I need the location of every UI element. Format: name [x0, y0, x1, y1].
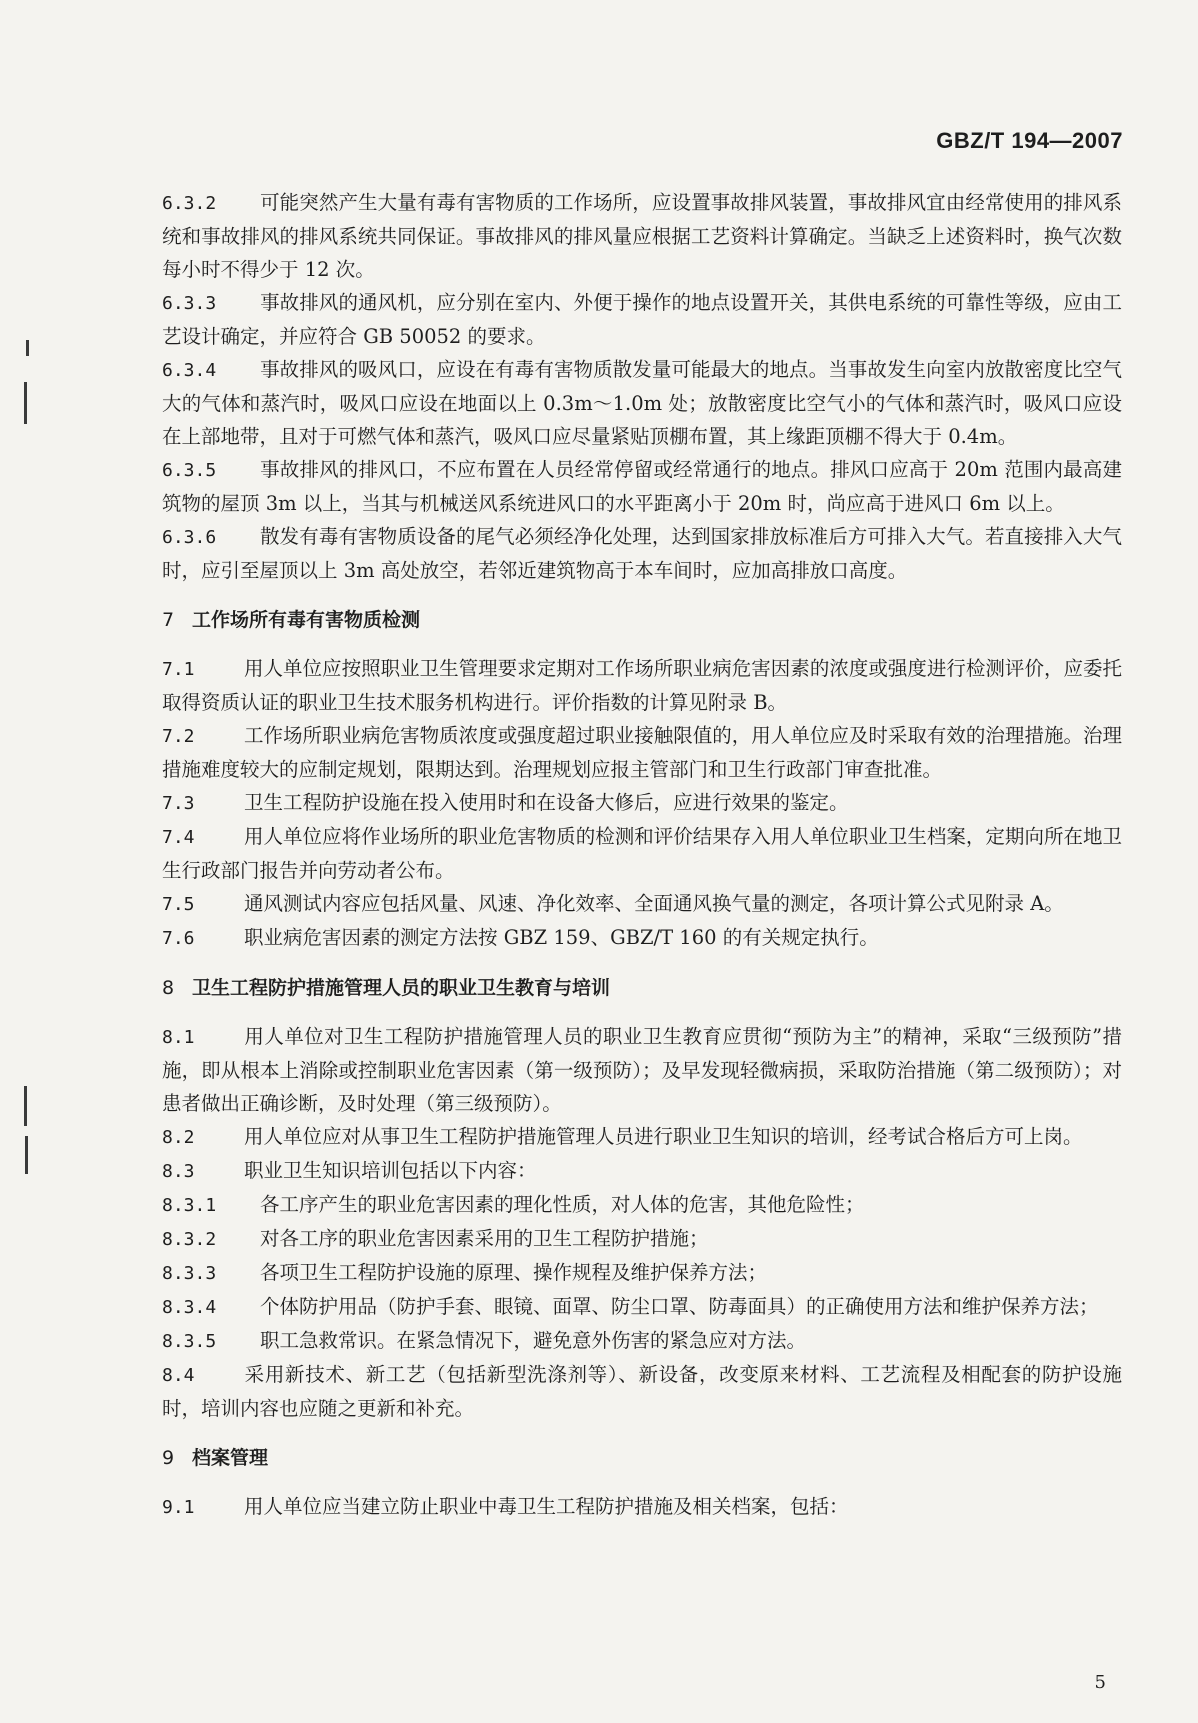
- clause-number: 6.3.2: [162, 193, 217, 214]
- clause-text: 用人单位应将作业场所的职业危害物质的检测和评价结果存入用人单位职业卫生档案，定期向所在地卫生行政部门报告并向劳动者公布。: [162, 825, 1122, 882]
- clause-text: 事故排风的通风机，应分别在室内、外便于操作的地点设置开关，其供电系统的可靠性等级，应由工艺设计确定，并应符合 GB 50052 的要求。: [162, 291, 1122, 348]
- binding-mark: [25, 1136, 28, 1174]
- clause-text: 散发有毒有害物质设备的尾气必须经净化处理，达到国家排放标准后方可排入大气。若直接排入大气时，应引至屋顶以上 3m 高处放空，若邻近建筑物高于本车间时，应加高排放口高度。: [162, 525, 1122, 582]
- clause-text: 各项卫生工程防护设施的原理、操作规程及维护保养方法；: [260, 1261, 768, 1284]
- clause-number: 8.3.3: [162, 1263, 217, 1284]
- clause-number: 7.4: [162, 827, 195, 848]
- clause-number: 8.3.4: [162, 1297, 217, 1318]
- clause-8-3-2: [162, 1222, 1122, 1256]
- clause-7-1: [162, 652, 1122, 719]
- clause-text: 通风测试内容应包括风量、风速、净化效率、全面通风换气量的测定，各项计算公式见附录 A。: [244, 892, 1064, 915]
- section-title: 工作场所有毒有害物质检测: [192, 609, 421, 631]
- section-title: 档案管理: [192, 1447, 269, 1469]
- clause-8-4: [162, 1358, 1122, 1425]
- section-heading-9: [162, 1442, 1122, 1475]
- clause-number: 8.1: [162, 1027, 195, 1048]
- clause-7-3: [162, 786, 1122, 820]
- clause-text: 对各工序的职业危害因素采用的卫生工程防护措施；: [260, 1227, 709, 1250]
- clause-7-6: [162, 921, 1122, 955]
- clause-number: 7.5: [162, 894, 195, 915]
- clause-number: 7.1: [162, 659, 195, 680]
- clause-number: 6.3.6: [162, 527, 217, 548]
- clause-number: 8.2: [162, 1127, 195, 1148]
- section-number: 9: [162, 1447, 175, 1469]
- page-number: 5: [1094, 1672, 1106, 1693]
- clause-7-2: [162, 719, 1122, 786]
- clause-number: 8.3.1: [162, 1195, 217, 1216]
- clause-6-3-4: [162, 353, 1122, 453]
- clause-number: 8.3.2: [162, 1229, 217, 1250]
- clause-text: 职业卫生知识培训包括以下内容：: [244, 1159, 537, 1182]
- document-body: [162, 186, 1122, 1524]
- clause-number: 7.3: [162, 793, 195, 814]
- binding-mark: [26, 340, 29, 356]
- section-heading-8: [162, 972, 1122, 1005]
- clause-6-3-5: [162, 453, 1122, 520]
- clause-number: 6.3.3: [162, 293, 217, 314]
- clause-7-4: [162, 820, 1122, 887]
- clause-number: 8.4: [162, 1365, 195, 1386]
- clause-8-1: [162, 1020, 1122, 1120]
- clause-6-3-3: [162, 286, 1122, 353]
- section-heading-7: [162, 604, 1122, 637]
- clause-text: 用人单位应当建立防止职业中毒卫生工程防护措施及相关档案，包括：: [244, 1495, 849, 1518]
- clause-number: 8.3: [162, 1161, 195, 1182]
- clause-text: 个体防护用品（防护手套、眼镜、面罩、防尘口罩、防毒面具）的正确使用方法和维护保养方法；: [260, 1295, 1099, 1318]
- clause-text: 职业病危害因素的测定方法按 GBZ 159、GBZ/T 160 的有关规定执行。: [244, 926, 879, 949]
- binding-mark: [24, 1086, 27, 1126]
- clause-text: 事故排风的排风口，不应布置在人员经常停留或经常通行的地点。排风口应高于 20m 范围内最高建筑物的屋顶 3m 以上，当其与机械送风系统进风口的水平距离小于 20m 时，尚应高于进风口 6m 以上。: [162, 458, 1122, 515]
- section-number: 7: [162, 609, 175, 631]
- clause-number: 7.2: [162, 726, 195, 747]
- binding-mark: [24, 382, 27, 424]
- section-title: 卫生工程防护措施管理人员的职业卫生教育与培训: [192, 977, 611, 999]
- clause-number: 8.3.5: [162, 1331, 217, 1352]
- clause-text: 采用新技术、新工艺（包括新型洗涤剂等）、新设备，改变原来材料、工艺流程及相配套的防护设施时，培训内容也应随之更新和补充。: [162, 1363, 1122, 1420]
- clause-text: 用人单位应对从事卫生工程防护措施管理人员进行职业卫生知识的培训，经考试合格后方可上岗。: [244, 1125, 1083, 1148]
- clause-8-3-1: [162, 1188, 1122, 1222]
- section-number: 8: [162, 977, 175, 999]
- clause-number: 9.1: [162, 1497, 195, 1518]
- clause-text: 职工急救常识。在紧急情况下，避免意外伤害的紧急应对方法。: [260, 1329, 807, 1352]
- clause-8-3-5: [162, 1324, 1122, 1358]
- clause-text: 用人单位对卫生工程防护措施管理人员的职业卫生教育应贯彻“预防为主”的精神，采取“三级预防”措施，即从根本上消除或控制职业危害因素（第一级预防）；及早发现轻微病损，采取防治措施（第二级预防）；对患者做出正确诊断，及时处理（第三级预防）。: [162, 1025, 1122, 1115]
- clause-8-3-4: [162, 1290, 1122, 1324]
- clause-7-5: [162, 887, 1122, 921]
- clause-text: 事故排风的吸风口，应设在有毒有害物质散发量可能最大的地点。当事故发生向室内放散密度比空气大的气体和蒸汽时，吸风口应设在地面以上 0.3m～1.0m 处；放散密度比空气小的气体和蒸汽时，吸风口应设在上部地带，且对于可燃气体和蒸汽，吸风口应尽量紧贴顶棚布置，其上缘距顶棚不得大于 0.4m。: [162, 358, 1122, 448]
- clause-8-2: [162, 1120, 1122, 1154]
- clause-text: 卫生工程防护设施在投入使用时和在设备大修后，应进行效果的鉴定。: [244, 791, 849, 814]
- clause-8-3-3: [162, 1256, 1122, 1290]
- clause-text: 各工序产生的职业危害因素的理化性质，对人体的危害，其他危险性；: [260, 1193, 865, 1216]
- clause-text: 可能突然产生大量有毒有害物质的工作场所，应设置事故排风装置，事故排风宜由经常使用的排风系统和事故排风的排风系统共同保证。事故排风的排风量应根据工艺资料计算确定。当缺乏上述资料时，换气次数每小时不得少于 12 次。: [162, 191, 1122, 281]
- clause-6-3-6: [162, 520, 1122, 587]
- clause-number: 6.3.4: [162, 360, 217, 381]
- clause-text: 工作场所职业病危害物质浓度或强度超过职业接触限值的，用人单位应及时采取有效的治理措施。治理措施难度较大的应制定规划，限期达到。治理规划应报主管部门和卫生行政部门审查批准。: [162, 724, 1122, 781]
- clause-6-3-2: [162, 186, 1122, 286]
- clause-9-1: [162, 1490, 1122, 1524]
- standard-code: GBZ/T 194—2007: [936, 128, 1123, 153]
- clause-number: 7.6: [162, 928, 195, 949]
- clause-text: 用人单位应按照职业卫生管理要求定期对工作场所职业病危害因素的浓度或强度进行检测评价，应委托取得资质认证的职业卫生技术服务机构进行。评价指数的计算见附录 B。: [162, 657, 1122, 714]
- clause-number: 6.3.5: [162, 460, 217, 481]
- clause-8-3: [162, 1154, 1122, 1188]
